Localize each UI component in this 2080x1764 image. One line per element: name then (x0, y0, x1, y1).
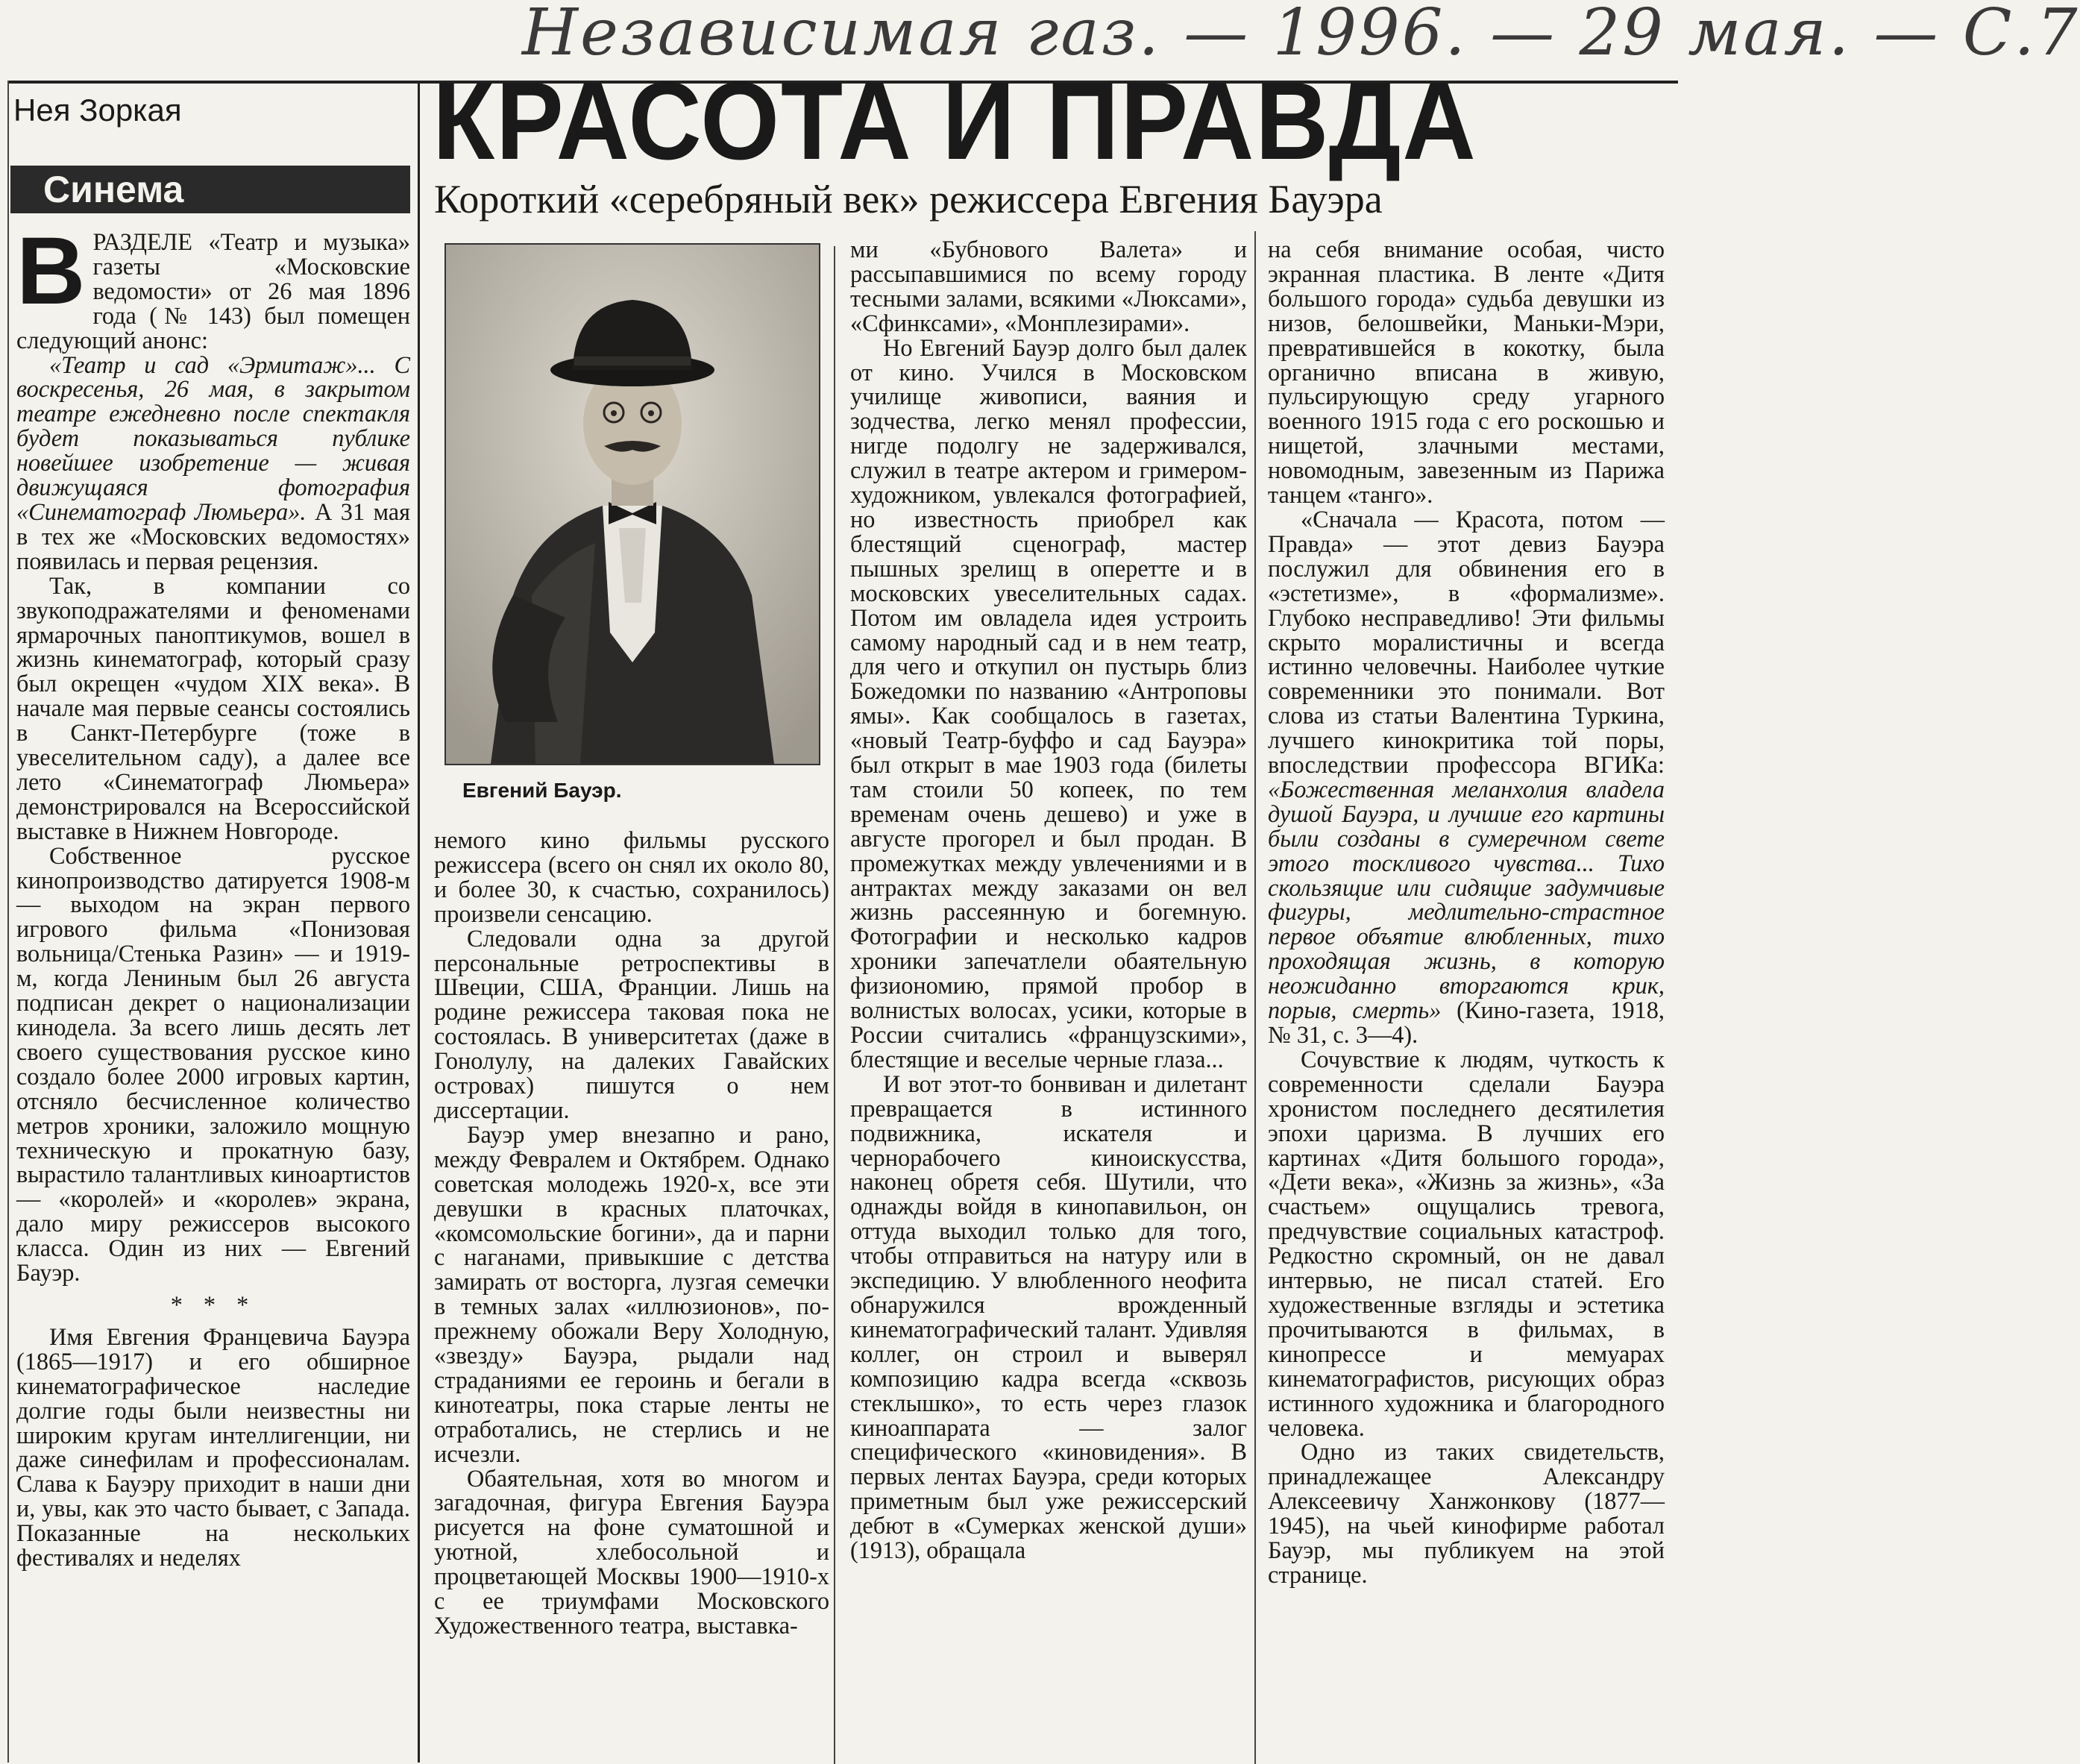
paragraph (1268, 507, 1665, 1047)
author-byline: Нея Зоркая (13, 92, 182, 128)
article-column-3 (850, 237, 1247, 1563)
quote-italic: «Божественная меланхолия владела душой Бауэра, и лучшие его картины были созданы в сумеречном свете этого тоскливого чувства... Тихо скользящие или сидящие задумчивые фигуры, медлительно-страстное первое объятие влюбленных, тихо проходящая жизнь, в которую неожиданно вторгаются крик, порыв, смерть» (1268, 775, 1665, 1024)
paragraph: Следовали одна за другой персональные ретроспективы в Швеции, США, Франции. Лишь на родине режиссера таковая пока не состоялась. В университетах (даже в Гонолулу, на далеких Гавайских островах) пишутся о нем диссертации. (434, 924, 829, 1123)
paragraph-text: «Сначала — Красота, потом — Правда» — этот девиз Бауэра послужил для обвинения его в «эстетизме», в «формализме». Глубоко несправедливо! Эти фильмы скрыто моралистичны и всегда истинно человечны. Наиболее чуткие современники это понимали. Вот слова из статьи Валентина Туркина, лучшего кинокритика той поры, впоследствии профессора ВГИКа: (1268, 505, 1665, 779)
article-column-4 (1268, 237, 1665, 1587)
paragraph: на себя внимание особая, чисто экранная пластика. В ленте «Дитя большого города» судьба девушки из низов, белошвейки, Маньки-Мэри, превратившейся в кокотку, была органично вписана в живую, пульсирующую среду угарного военного 1915 года с его роскошью и нищетой, злачными местами, новомодным, завезенным из Парижа танцем «танго». (1268, 236, 1665, 509)
paragraph: Так, в компании со звукоподражателями и феноменами ярмарочных паноптикумов, вошел в жизнь кинематограф, который сразу был окрещен «чудом XIX века». В начале мая первые сеансы состоялись в Санкт-Петербурге (тоже в увеселительном саду), а далее все лето «Синематограф Люмьера» демонстрировался на Всероссийской выставке в Нижнем Новгороде. (16, 571, 410, 844)
portrait-illustration (446, 245, 819, 764)
paragraph: Сочувствие к людям, чуткость к современности сделали Бауэра хронистом последнего десятилетия эпохи царизма. В лучших его картинах «Дитя большого города», «Дети века», «Жизнь за жизнь», «За счастьем» ощущались тревога, предчувствие социальных катастроф. Редкостно скромный, он не давал интервью, не писал статей. Его художественные взгляды и эстетика прочитываются в фильмах, в кинопрессе и мемуарах кинематографистов, рисующих образ истинного художника и благородного человека. (1268, 1045, 1665, 1441)
left-border (7, 81, 9, 1763)
column-divider-3 (1254, 231, 1256, 1764)
handwritten-note: Независимая газ. — 1996. — 29 мая. — С.7 (522, 0, 2080, 70)
paragraph: И вот этот-то бонвиван и дилетант превращается в истинного подвижника, искателя и чернорабочего киноискусства, наконец обретя себя. Шутили, что однажды войдя в кинопавильон, он оттуда выходил только для того, чтобы отправиться на натуру или в экспедицию. У влюбленного неофита обнаружился врожденный кинематографический талант. Удивляя коллег, он строил и выверял композицию кадра всегда «сквозь стеклышко», то есть через глазок киноаппарата — залог специфического «киновидения». В первых лентах Бауэра, среди которых приметным был уже режиссерский дебют в «Сумерках женской души» (1913), обращала (850, 1070, 1247, 1564)
portrait-photo (444, 243, 820, 765)
paragraph: немого кино фильмы русского режиссера (всего он снял их около 80, и более 30, к счастью, сохранилось) произвели сенсацию. (434, 826, 829, 927)
paragraph: Бауэр умер внезапно и рано, между Февралем и Октябрем. Однако советская молодежь 1920-х, все эти девушки в красных платочках, «комсомольские богини», да и парни с наганами, привыкшие с детства замирать от восторга, лузгая семечки в темных залах «иллюзионов», по-прежнему обожали Веру Холодную, «звезду» Бауэра, рыдали над страданиями ее героинь и бегали в кинотеатры, пока старые ленты не отработались, не стерлись и не исчезли. (434, 1120, 829, 1467)
article-column-1 (16, 218, 410, 1572)
paragraph: Собственное русское кинопроизводство датируется 1908-м — выходом на экран первого игрового фильма «Понизовая вольница/Стенька Разин» — и 1919-м, когда Лениным был 26 августа подписан декрет о национализации кинодела. За всего лишь десять лет своего существования русское кино создало более 2000 игровых картин, отсняло бесчисленное количество метров хроники, заложило мощную техническую и прокатную базу, вырастило талантливых киноартистов — «королей» и «королев» экрана, дало миру режиссеров высокого класса. Один из них — Евгений Бауэр. (16, 841, 410, 1287)
paragraph-text: (Кино-газета, 1918, № 31, с. 3—4). (1268, 996, 1665, 1048)
section-separator: * * * (170, 1290, 257, 1318)
drop-cap: В (16, 218, 86, 324)
column-divider-1 (418, 81, 420, 1763)
rubric-label: Синема (10, 166, 410, 213)
paragraph (16, 353, 410, 574)
column-divider-2 (834, 246, 835, 1764)
paragraph-text: А 31 мая в тех же «Московских ведомостях» появилась и первая рецензия. (16, 498, 410, 574)
paragraph: Но Евгений Бауэр долго был далек от кино. Учился в Московском училище живописи, ваяния и зодчества, легко менял профессии, нигде подолгу не задерживался, служил в театре актером и гримером-художником, увлекался фотографией, но известность приобрел как блестящий сценограф, мастер пышных зрелищ в оперетте и в московских увеселительных садах. Потом им овладела идея устроить самому народный сад и в нем театр, для чего и откупил он пустырь близ Божедомки по названию «Антроповы ямы». Как сообщалось в газетах, «новый Театр-буффо и сад Бауэра» был открыт в мае 1903 года (билеты там стоили 50 копеек, по тем временам очень дешево) и уже в августе прогорел и был продан. В промежутках между увлечениями и в антрактах между заказами он вел жизнь рассеянную и богемную. Фотографии и несколько кадров хроники запечатлели обаятельную физиономию, прямой пробор в волнистых волосах, усики, которые в России считались «французскими», блестящие и веселые черные глаза... (850, 333, 1247, 1073)
paragraph: Обаятельная, хотя во многом и загадочная, фигура Евгения Бауэра рисуется на фоне суматошной и уютной, хлебосольной и процветающей Москвы 1900—1910-х с ее триумфами Московского Художественного театра, выставка- (434, 1464, 829, 1639)
paragraph: ми «Бубнового Валета» и рассыпавшимися по всему городу тесными залами, всякими «Люксами», «Сфинксами», «Монплезирами». (850, 236, 1247, 336)
paragraph (16, 218, 410, 354)
paragraph-text: РАЗДЕЛЕ «Театр и музыка» газеты «Московские ведомости» от 26 мая 1896 года (№ 143) был помещен следующий анонс: (16, 228, 410, 354)
quote-italic: «Театр и сад «Эрмитаж»... С воскресенья, 26 мая, в закрытом театре ежедневно после спектакля будет показываться публике новейшее изобретение — живая движущаяся фотография «Синематограф Люмьера». (16, 351, 410, 525)
paragraph: Имя Евгения Францевича Бауэра (1865—1917) и его обширное кинематографическое наследие долгие годы были неизвестны ни широким кругам интеллигенции, ни даже синефилам и профессионалам. Слава к Бауэру приходит в наши дни и, увы, как это часто бывает, с Запада. Показанные на нескольких фестивалях и неделях (16, 1322, 410, 1572)
article-column-2 (434, 828, 829, 1638)
subheadline: Короткий «серебряный век» режиссера Евгения Бауэра (434, 177, 1383, 222)
photo-caption: Евгений Бауэр. (462, 779, 622, 802)
paragraph: Одно из таких свидетельств, принадлежащее Александру Алексеевичу Ханжонкову (1877—1945), на чьей кинофирме работал Бауэр, мы публикуем на этой странице. (1268, 1438, 1665, 1588)
headline: КРАСОТА И ПРАВДА (433, 60, 1477, 183)
